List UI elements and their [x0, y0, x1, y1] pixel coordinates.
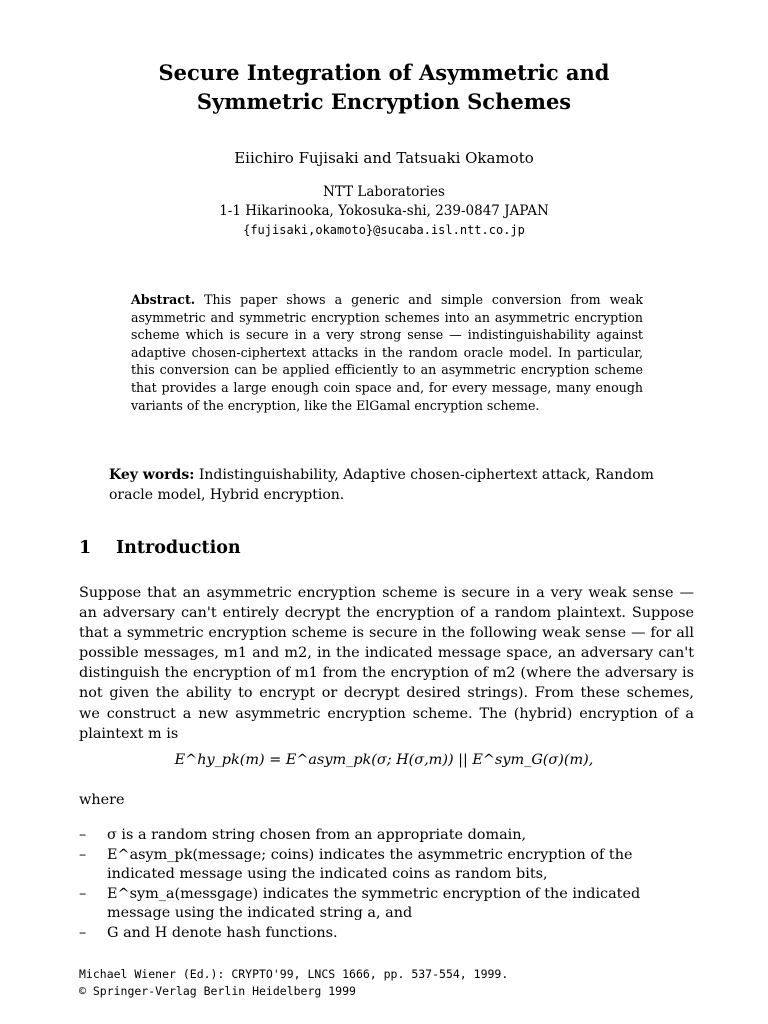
section-number: 1: [79, 538, 92, 558]
section-title: Introduction: [116, 538, 241, 558]
abstract-label: Abstract.: [131, 292, 196, 307]
title-line-2: Symmetric Encryption Schemes: [196, 89, 572, 114]
keywords-text: Indistinguishability, Adaptive chosen-ciphertext attack, Random oracle model, Hybrid encryption.: [109, 467, 654, 503]
where-label: where: [79, 792, 125, 808]
keywords: [109, 466, 669, 505]
title-line-1: Secure Integration of Asymmetric and: [158, 60, 610, 85]
list-item: – σ is a random string chosen from an appropriate domain,: [79, 827, 527, 843]
intro-paragraph: Suppose that an asymmetric encryption scheme is secure in a very weak sense — an adversary can't entirely decrypt the encryption of a random plaintext. Suppose that a symmetric encryption scheme is secure in the following weak sense — for all possible messages, m1 and m2, in the indicated message space, an adversary can't distinguish the encryption of m1 from the encryption of m2 (where the adversary is not given the ability to encrypt or decrypt desired strings). From these schemes, we construct a new asymmetric encryption scheme. The (hybrid) encryption of a plaintext m is: [79, 585, 694, 742]
affiliation: [0, 183, 768, 240]
footer-line-2: © Springer-Verlag Berlin Heidelberg 1999: [79, 984, 356, 998]
affiliation-line-2: 1-1 Hikarinooka, Yokosuka-shi, 239-0847 JAPAN: [219, 203, 549, 219]
author-email: {fujisaki,okamoto}@sucaba.isl.ntt.co.jp: [243, 223, 525, 237]
list-item: – E^asym_pk(message; coins) indicates the asymmetric encryption of the indicated message using the indicated coins as random bits,: [79, 846, 633, 882]
affiliation-line-1: NTT Laboratories: [323, 184, 445, 200]
definition-list: [79, 826, 694, 943]
list-item: – G and H denote hash functions.: [79, 924, 338, 941]
footer-citation: [79, 966, 508, 1000]
list-item: – E^sym_a(messgage) indicates the symmetric encryption of the indicated message using the indicated string a, and: [79, 885, 641, 921]
footer-line-1: Michael Wiener (Ed.): CRYPTO'99, LNCS 1666, pp. 537-554, 1999.: [79, 967, 509, 981]
authors: Eiichiro Fujisaki and Tatsuaki Okamoto: [234, 149, 534, 167]
hybrid-encryption-equation: E^hy_pk(m) = E^asym_pk(σ; H(σ,m)) || E^sym_G(σ)(m),: [174, 752, 594, 768]
keywords-label: Key words:: [109, 467, 195, 483]
abstract-text: This paper shows a generic and simple conversion from weak asymmetric and symmetric encryption schemes into an asymmetric encryption scheme which is secure in a very strong sense — indistinguishability against adaptive chosen-ciphertext attacks in the random oracle model. In particular, this conversion can be applied efficiently to an asymmetric encryption scheme that provides a large enough coin space and, for every message, many enough variants of the encryption, like the ElGamal encryption scheme.: [131, 292, 643, 413]
paper-title: [0, 58, 768, 116]
abstract: [131, 291, 643, 414]
